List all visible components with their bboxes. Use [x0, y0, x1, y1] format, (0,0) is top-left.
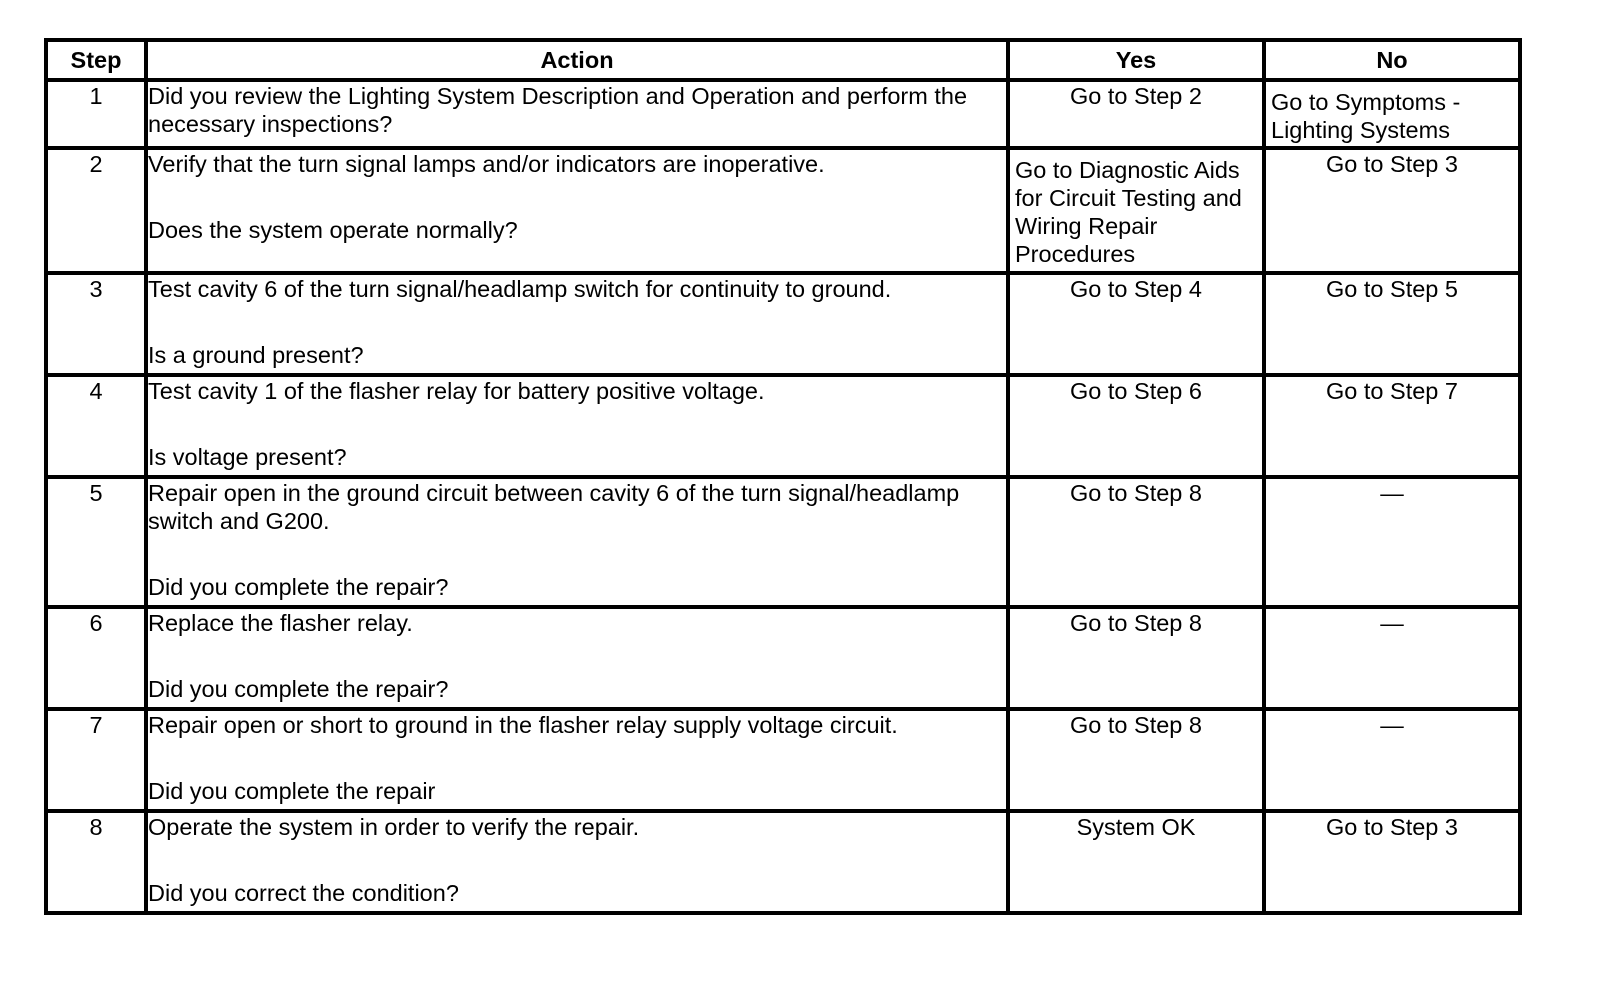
action-question: Does the system operate normally?: [148, 217, 518, 243]
action-instruction: Verify that the turn signal lamps and/or indicators are inoperative.: [148, 151, 825, 177]
action-question: Did you complete the repair?: [148, 574, 449, 600]
action-question: Did you complete the repair?: [148, 676, 449, 702]
action-cell: [146, 607, 1008, 709]
table-row: [46, 811, 1520, 913]
action-instruction: Repair open or short to ground in the flasher relay supply voltage circuit.: [148, 712, 898, 738]
step-number: 3: [46, 273, 146, 375]
step-number: 8: [46, 811, 146, 913]
table-row: [46, 607, 1520, 709]
yes-result: Go to Diagnostic Aids for Circuit Testing and Wiring Repair Procedures: [1008, 148, 1264, 273]
header-step: Step: [46, 40, 146, 80]
action-instruction: Test cavity 6 of the turn signal/headlamp switch for continuity to ground.: [148, 276, 892, 302]
header-row: [46, 40, 1520, 80]
table-row: [46, 80, 1520, 148]
step-number: 1: [46, 80, 146, 148]
action-question: Is a ground present?: [148, 342, 364, 368]
action-cell: [146, 375, 1008, 477]
action-instruction: Replace the flasher relay.: [148, 610, 413, 636]
no-result: —: [1264, 607, 1520, 709]
action-cell: [146, 80, 1008, 148]
header-yes: Yes: [1008, 40, 1264, 80]
yes-result: Go to Step 2: [1008, 80, 1264, 148]
action-cell: [146, 709, 1008, 811]
yes-result: Go to Step 4: [1008, 273, 1264, 375]
step-number: 2: [46, 148, 146, 273]
no-result: Go to Symptoms - Lighting Systems: [1264, 80, 1520, 148]
header-no: No: [1264, 40, 1520, 80]
no-result: Go to Step 3: [1264, 148, 1520, 273]
action-cell: [146, 273, 1008, 375]
no-result: —: [1264, 477, 1520, 607]
action-instruction: Operate the system in order to verify the repair.: [148, 814, 640, 840]
table-row: [46, 709, 1520, 811]
step-number: 5: [46, 477, 146, 607]
yes-result: Go to Step 8: [1008, 477, 1264, 607]
no-result: —: [1264, 709, 1520, 811]
action-cell: [146, 477, 1008, 607]
diagnostic-table: [44, 38, 1522, 915]
action-instruction: Did you review the Lighting System Description and Operation and perform the necessary inspections?: [148, 83, 968, 137]
yes-result: Go to Step 6: [1008, 375, 1264, 477]
yes-result: System OK: [1008, 811, 1264, 913]
action-cell: [146, 148, 1008, 273]
step-number: 4: [46, 375, 146, 477]
action-instruction: Repair open in the ground circuit between cavity 6 of the turn signal/headlamp switch and G200.: [148, 480, 960, 534]
no-result: Go to Step 7: [1264, 375, 1520, 477]
no-result: Go to Step 3: [1264, 811, 1520, 913]
step-number: 6: [46, 607, 146, 709]
action-cell: [146, 811, 1008, 913]
action-question: Did you complete the repair: [148, 778, 436, 804]
table-row: [46, 273, 1520, 375]
yes-result: Go to Step 8: [1008, 607, 1264, 709]
header-action: Action: [146, 40, 1008, 80]
action-instruction: Test cavity 1 of the flasher relay for battery positive voltage.: [148, 378, 765, 404]
step-number: 7: [46, 709, 146, 811]
table-row: [46, 375, 1520, 477]
table-row: [46, 148, 1520, 273]
no-result: Go to Step 5: [1264, 273, 1520, 375]
table-row: [46, 477, 1520, 607]
yes-result: Go to Step 8: [1008, 709, 1264, 811]
action-question: Is voltage present?: [148, 444, 347, 470]
action-question: Did you correct the condition?: [148, 880, 459, 906]
